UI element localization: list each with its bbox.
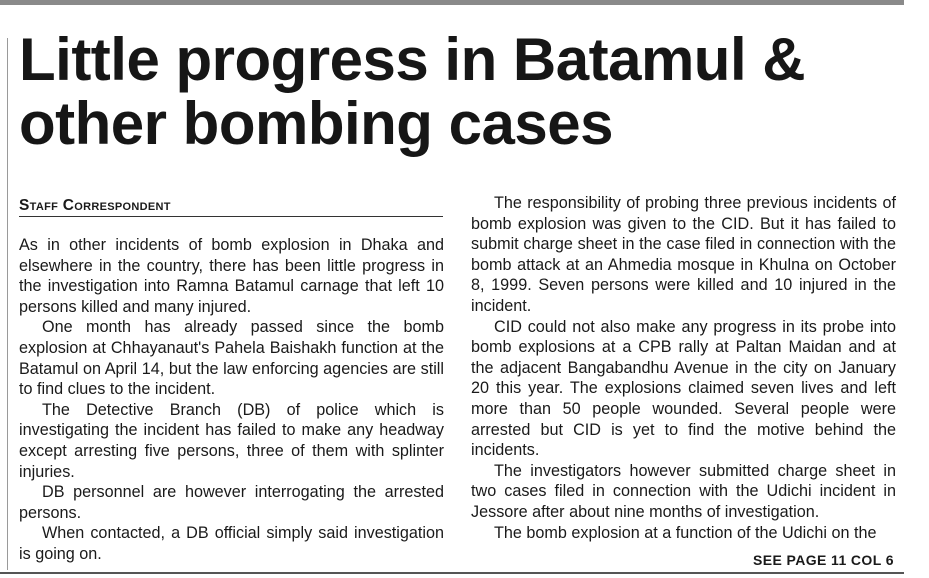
paragraph: The Detective Branch (DB) of police which is investigating the incident has failed to make any headway except arresting five persons, three of them with splinter injuries. [19, 400, 444, 481]
left-column [19, 235, 444, 565]
left-border-rule [7, 38, 8, 570]
paragraph: CID could not also make any progress in its probe into bomb explosions at a CPB rally at Paltan Maidan and at the adjacent Bangabandhu Avenue in the city on January 20 this year. The explosions claimed seven lives and left more than 50 people wounded. Several people were arrested but CID is yet to find the motive behind the incidents. [471, 317, 896, 460]
right-column [471, 193, 896, 543]
paragraph: The investigators however submitted charge sheet in two cases filed in connection with the Udichi incident in Jessore after about nine months of investigation. [471, 461, 896, 521]
paragraph: As in other incidents of bomb explosion in Dhaka and elsewhere in the country, there has been little progress in the investigation into Ramna Batamul carnage that left 10 persons killed and many injured. [19, 236, 444, 316]
paragraph: The responsibility of probing three previous incidents of bomb explosion was given to the CID. But it has failed to submit charge sheet in the case filed in connection with the bomb attack at an Ahmedia mosque in Khulna on October 8, 1999. Seven persons were killed and 10 injured in the incident. [471, 194, 896, 315]
paragraph: One month has already passed since the bomb explosion at Chhayanaut's Pahela Baishakh function at the Batamul on April 14, but the law enforcing agencies are still to find clues to the incident. [19, 318, 444, 399]
continuation-jump: SEE PAGE 11 COL 6 [753, 552, 894, 568]
byline: Staff Correspondent [19, 197, 171, 214]
paragraph: When contacted, a DB official simply said investigation is going on. [19, 524, 444, 563]
bottom-border-rule [0, 572, 904, 574]
paragraph: DB personnel are however interrogating the arrested persons. [19, 483, 444, 522]
headline: Little progress in Batamul & other bombing cases [19, 26, 806, 157]
top-border-rule [0, 0, 904, 5]
byline-underline [19, 216, 443, 217]
paragraph: The bomb explosion at a function of the Udichi on the [494, 523, 877, 542]
